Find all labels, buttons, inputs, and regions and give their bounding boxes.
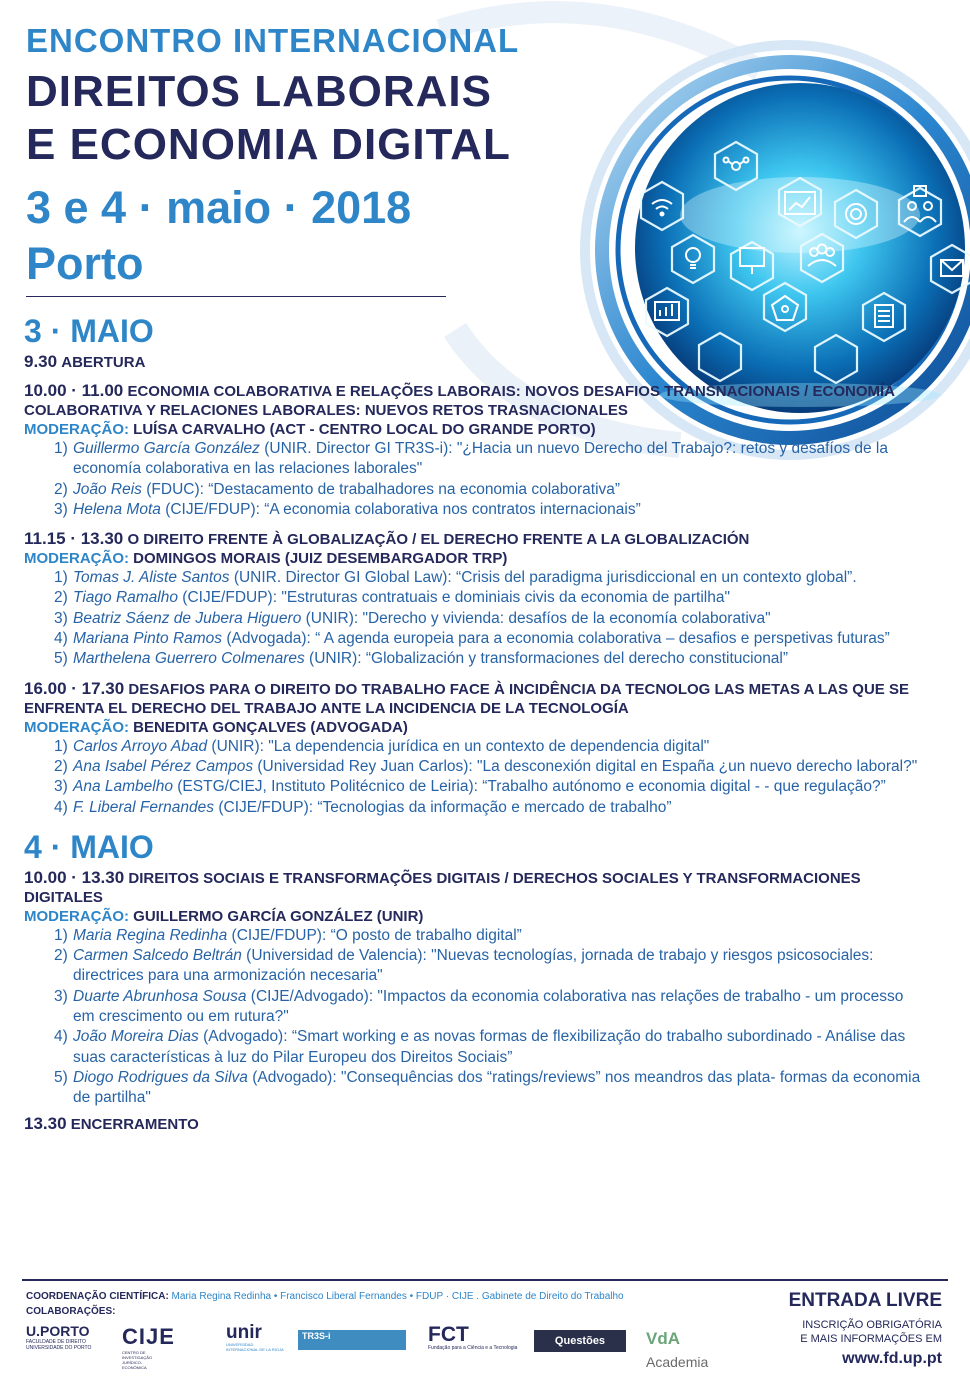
talk-list — [24, 568, 929, 669]
talk-number: 4) — [54, 798, 68, 816]
session-title-cont: NOVOS DESAFIOS TRANSNACIONAIS / ECONOMÍA COLABORATIVA Y RELACIONES LABORALES: NUEVOS RETOS TRASNACIONALES — [24, 383, 895, 419]
session-time: 10.00 · 13.30 — [24, 867, 125, 887]
fct-logo-text: FCT — [428, 1323, 469, 1346]
entry-info — [789, 1290, 942, 1368]
talk-item — [54, 798, 929, 818]
talk-speaker: Beatriz Sáenz de Jubera Higuero — [73, 609, 302, 627]
talk-number: 5) — [54, 1068, 68, 1086]
vda-academia-logo — [646, 1324, 746, 1370]
talk-speaker: Guillermo García González — [73, 440, 260, 457]
moderator-line — [24, 907, 929, 926]
talk-item — [54, 777, 929, 797]
cije-logo — [122, 1324, 206, 1370]
event-title-line2: E ECONOMIA DIGITAL — [26, 120, 511, 169]
talk-text: (Universidad Rey Juan Carlos): "La desconexión digital en España ¿un nuevo derecho laboral?" — [253, 757, 918, 775]
moderator-name: GUILLERMO GARCÍA GONZÁLEZ (UNIR) — [133, 907, 424, 925]
tr3s-logo: TR3S-i — [298, 1330, 406, 1350]
footer-divider — [22, 1279, 948, 1281]
fct-logo-sub: Fundação para a Ciência e a Tecnologia — [428, 1345, 518, 1351]
talk-number: 1) — [54, 440, 68, 457]
session-block — [24, 679, 929, 818]
title-divider — [26, 296, 446, 297]
talk-number: 2) — [54, 480, 68, 498]
talk-text: (UNIR. Director GI TR3S-i): "¿Hacia un nuevo Derecho del Trabajo?: retos y desafíos de la economía colaborativa en las relaciones laborales" — [73, 440, 888, 478]
coordination-label: COORDENAÇÃO CIENTÍFICA: — [26, 1291, 169, 1302]
talk-text: (Advogado): "Consequências dos “ratings/reviews” nos meandros das plata- formas da economia de partilha" — [73, 1068, 921, 1107]
vda-logo-mark: VdA — [646, 1329, 680, 1348]
moderator-label: MODERAÇÃO: — [24, 718, 129, 736]
cije-logo-sub: CENTRO DE INVESTIGAÇÃO JURÍDICO-ECONÓMICA — [122, 1350, 153, 1370]
talk-number: 3) — [54, 609, 68, 627]
collaborations-label: COLABORAÇÕES: — [26, 1306, 116, 1317]
opening-row — [24, 352, 929, 372]
talk-text: (Universidad de Valencia): "Nuevas tecnologías, jornada de trabajo y riesgos psicosociales: directrices para una armonización necesaria" — [73, 947, 874, 985]
event-kicker: ENCONTRO INTERNACIONAL — [26, 22, 520, 59]
unir-logo-text: unir — [226, 1322, 262, 1343]
talk-list — [24, 737, 929, 818]
session-title: DESAFIOS PARA O DIREITO DO TRABALHO FACE À INCIDÊNCIA DA TECNOLOG LAS METAS A LAS QUE SE ENFRENTA EL DERECHO DEL TRABAJO ANTE LA INCIDENCIA DE LA TECNOLOGÍA — [24, 680, 909, 717]
talk-number: 2) — [54, 589, 68, 607]
talk-item — [54, 588, 929, 608]
uporto-logo-sub2: UNIVERSIDADE DO PORTO — [26, 1345, 92, 1351]
moderator-name: DOMINGOS MORAIS (JUIZ DESEMBARGADOR TRP) — [133, 550, 508, 568]
event-date: 3 e 4 · maio · 2018 — [26, 182, 412, 233]
moderator-label: MODERAÇÃO: — [24, 907, 129, 925]
free-entry-title: ENTRADA LIVRE — [788, 1290, 942, 1311]
session-heading — [24, 868, 929, 907]
moderator-label: MODERAÇÃO: — [24, 421, 129, 438]
session-heading — [24, 679, 929, 718]
partner-logos — [26, 1322, 746, 1370]
talk-speaker: João Reis — [73, 480, 142, 498]
talk-number: 1) — [54, 926, 68, 944]
talk-item — [54, 737, 929, 757]
event-city: Porto — [26, 238, 144, 289]
talk-speaker: Helena Mota — [73, 500, 161, 518]
talk-text: (CIJE/Advogado): "Impactos da economia colaborativa nas relações de trabalho - um processo em crescimento ou em rutura?" — [73, 987, 904, 1026]
talk-text: (ESTG/CIEJ, Instituto Politécnico de Leiria): “Trabalho autónomo e economia digital - - que regulação?” — [172, 778, 886, 796]
uporto-logo — [26, 1324, 104, 1360]
talk-item — [54, 1027, 929, 1068]
talk-item — [54, 568, 929, 588]
talk-item — [54, 649, 929, 669]
talk-item — [54, 609, 929, 629]
coordination-line — [26, 1291, 624, 1302]
talk-speaker: Marthelena Guerrero Colmenares — [73, 650, 305, 668]
talk-speaker: Tomas J. Aliste Santos — [73, 569, 230, 587]
talk-speaker: Maria Regina Redinha — [73, 926, 228, 944]
registration-line2: E MAIS INFORMAÇÕES EM — [800, 1333, 942, 1345]
uporto-logo-sub1: FACULDADE DE DIREITO — [26, 1339, 86, 1345]
closing-title: ENCERRAMENTO — [70, 1115, 199, 1133]
talk-text: (CIJE/FDUP): "Estruturas contratuais e dominiais civis da economia de partilha" — [177, 589, 730, 607]
moderator-line — [24, 549, 929, 568]
coordination-text: Maria Regina Redinha • Francisco Liberal Fernandes • FDUP · CIJE . Gabinete de Direito do Trabalho — [168, 1291, 624, 1302]
unir-logo — [226, 1324, 286, 1360]
cije-logo-text: CIJE — [122, 1324, 175, 1349]
talk-number: 1) — [54, 737, 68, 755]
program — [24, 312, 929, 1135]
moderator-name: LUÍSA CARVALHO (ACT - CENTRO LOCAL DO GRANDE PORTO) — [133, 421, 596, 438]
day1-heading: 3 · MAIO — [24, 313, 154, 349]
talk-list — [24, 439, 929, 520]
talk-item — [54, 439, 929, 480]
opening-time: 9.30 — [24, 352, 58, 371]
registration-line1: INSCRIÇÃO OBRIGATÓRIA — [802, 1319, 942, 1331]
session-heading — [24, 529, 929, 549]
talk-speaker: Ana Isabel Pérez Campos — [73, 757, 254, 775]
session-block — [24, 381, 929, 520]
talk-text: (Advogado): “Smart working e as novas formas de flexibilização do trabalho subordinado - Análise das suas características à luz do Pilar Europeu dos Direitos Sociais” — [73, 1028, 906, 1066]
talk-speaker: João Moreira Dias — [73, 1028, 199, 1046]
moderator-name: BENEDITA GONÇALVES (ADVOGADA) — [133, 718, 408, 736]
session-heading — [24, 381, 929, 420]
talk-item — [54, 480, 929, 500]
academia-logo-text: Academia — [646, 1354, 709, 1370]
moderator-line — [24, 718, 929, 737]
session-title: O DIREITO FRENTE À GLOBALIZAÇÃO / EL DERECHO FRENTE A LA GLOBALIZACIÓN — [127, 531, 750, 549]
talk-item — [54, 757, 929, 777]
talk-speaker: Mariana Pinto Ramos — [73, 630, 223, 648]
talk-number: 4) — [54, 630, 68, 648]
moderator-line — [24, 420, 929, 439]
closing-time: 13.30 — [24, 1113, 67, 1133]
talk-number: 2) — [54, 757, 68, 775]
event-title-line1: DIREITOS LABORAIS — [26, 67, 493, 116]
talk-speaker: Tiago Ramalho — [73, 589, 178, 607]
session-time: 11.15 · 13.30 — [24, 529, 124, 549]
talk-text: (Advogada): “ A agenda europeia para a economia colaborativa – desafios e perspetivas futuras” — [222, 630, 890, 648]
talk-text: (CIJE/FDUP): “A economia colaborativa nos contratos internacionais” — [160, 500, 641, 518]
day2-heading: 4 · MAIO — [24, 828, 154, 865]
session-title: DIREITOS SOCIAIS E TRANSFORMAÇÕES DIGITAIS / DERECHOS SOCIALES Y TRANSFORMACIONES DIGITALES — [24, 869, 861, 906]
talk-number: 3) — [54, 778, 68, 796]
talk-text: (UNIR): "La dependencia jurídica en un contexto de dependencia digital" — [207, 737, 710, 755]
talk-text: (CIJE/FDUP): “Tecnologias da informação e mercado de trabalho” — [214, 798, 672, 816]
questoes-laborais-logo: Questões Laborais — [534, 1330, 626, 1352]
talk-speaker: Duarte Abrunhosa Sousa — [73, 987, 247, 1005]
talk-item — [54, 1068, 929, 1109]
closing-row — [24, 1114, 929, 1135]
session-title: ECONOMIA COLABORATIVA E RELAÇÕES LABORAIS: — [127, 383, 521, 400]
talk-number: 4) — [54, 1028, 68, 1046]
talk-number: 5) — [54, 650, 68, 668]
talk-number: 3) — [54, 500, 68, 518]
unir-logo-sub: UNIVERSIDAD INTERNACIONAL DE LA RIOJA — [226, 1342, 284, 1352]
talk-number: 2) — [54, 947, 68, 965]
talk-text: (UNIR. Director GI Global Law): “Crisis del paradigma jurisdiccional en un contexto global”. — [229, 569, 857, 587]
talk-item — [54, 926, 929, 946]
session-time: 16.00 · 17.30 — [24, 678, 125, 698]
talk-number: 3) — [54, 987, 68, 1005]
talk-speaker: Carlos Arroyo Abad — [73, 737, 208, 755]
talk-item — [54, 987, 929, 1028]
talk-text: (FDUC): “Destacamento de trabalhadores na economia colaborativa” — [141, 480, 621, 498]
talk-item — [54, 946, 929, 987]
session-block — [24, 529, 929, 669]
talk-number: 1) — [54, 569, 68, 587]
talk-text: (CIJE/FDUP): “O posto de trabalho digital” — [227, 926, 522, 944]
session-time: 10.00 · 11.00 — [24, 381, 124, 400]
website-link[interactable]: www.fd.up.pt — [842, 1350, 942, 1367]
talk-speaker: Ana Lambelho — [73, 778, 173, 796]
talk-item — [54, 629, 929, 649]
talk-item — [54, 500, 929, 520]
uporto-logo-text: U.PORTO — [26, 1323, 90, 1339]
talk-speaker: Diogo Rodrigues da Silva — [73, 1068, 248, 1086]
session-block — [24, 868, 929, 1109]
moderator-label: MODERAÇÃO: — [24, 550, 129, 568]
talk-list — [24, 926, 929, 1109]
talk-text: (UNIR): "Derecho y vivienda: desafíos de la economía colaborativa" — [301, 609, 771, 627]
talk-speaker: Carmen Salcedo Beltrán — [73, 947, 242, 965]
talk-text: (UNIR): “Globalización y transformaciones del derecho constitucional” — [304, 650, 789, 668]
fct-logo — [428, 1324, 518, 1360]
talk-speaker: F. Liberal Fernandes — [73, 798, 215, 816]
opening-title: ABERTURA — [61, 354, 146, 371]
